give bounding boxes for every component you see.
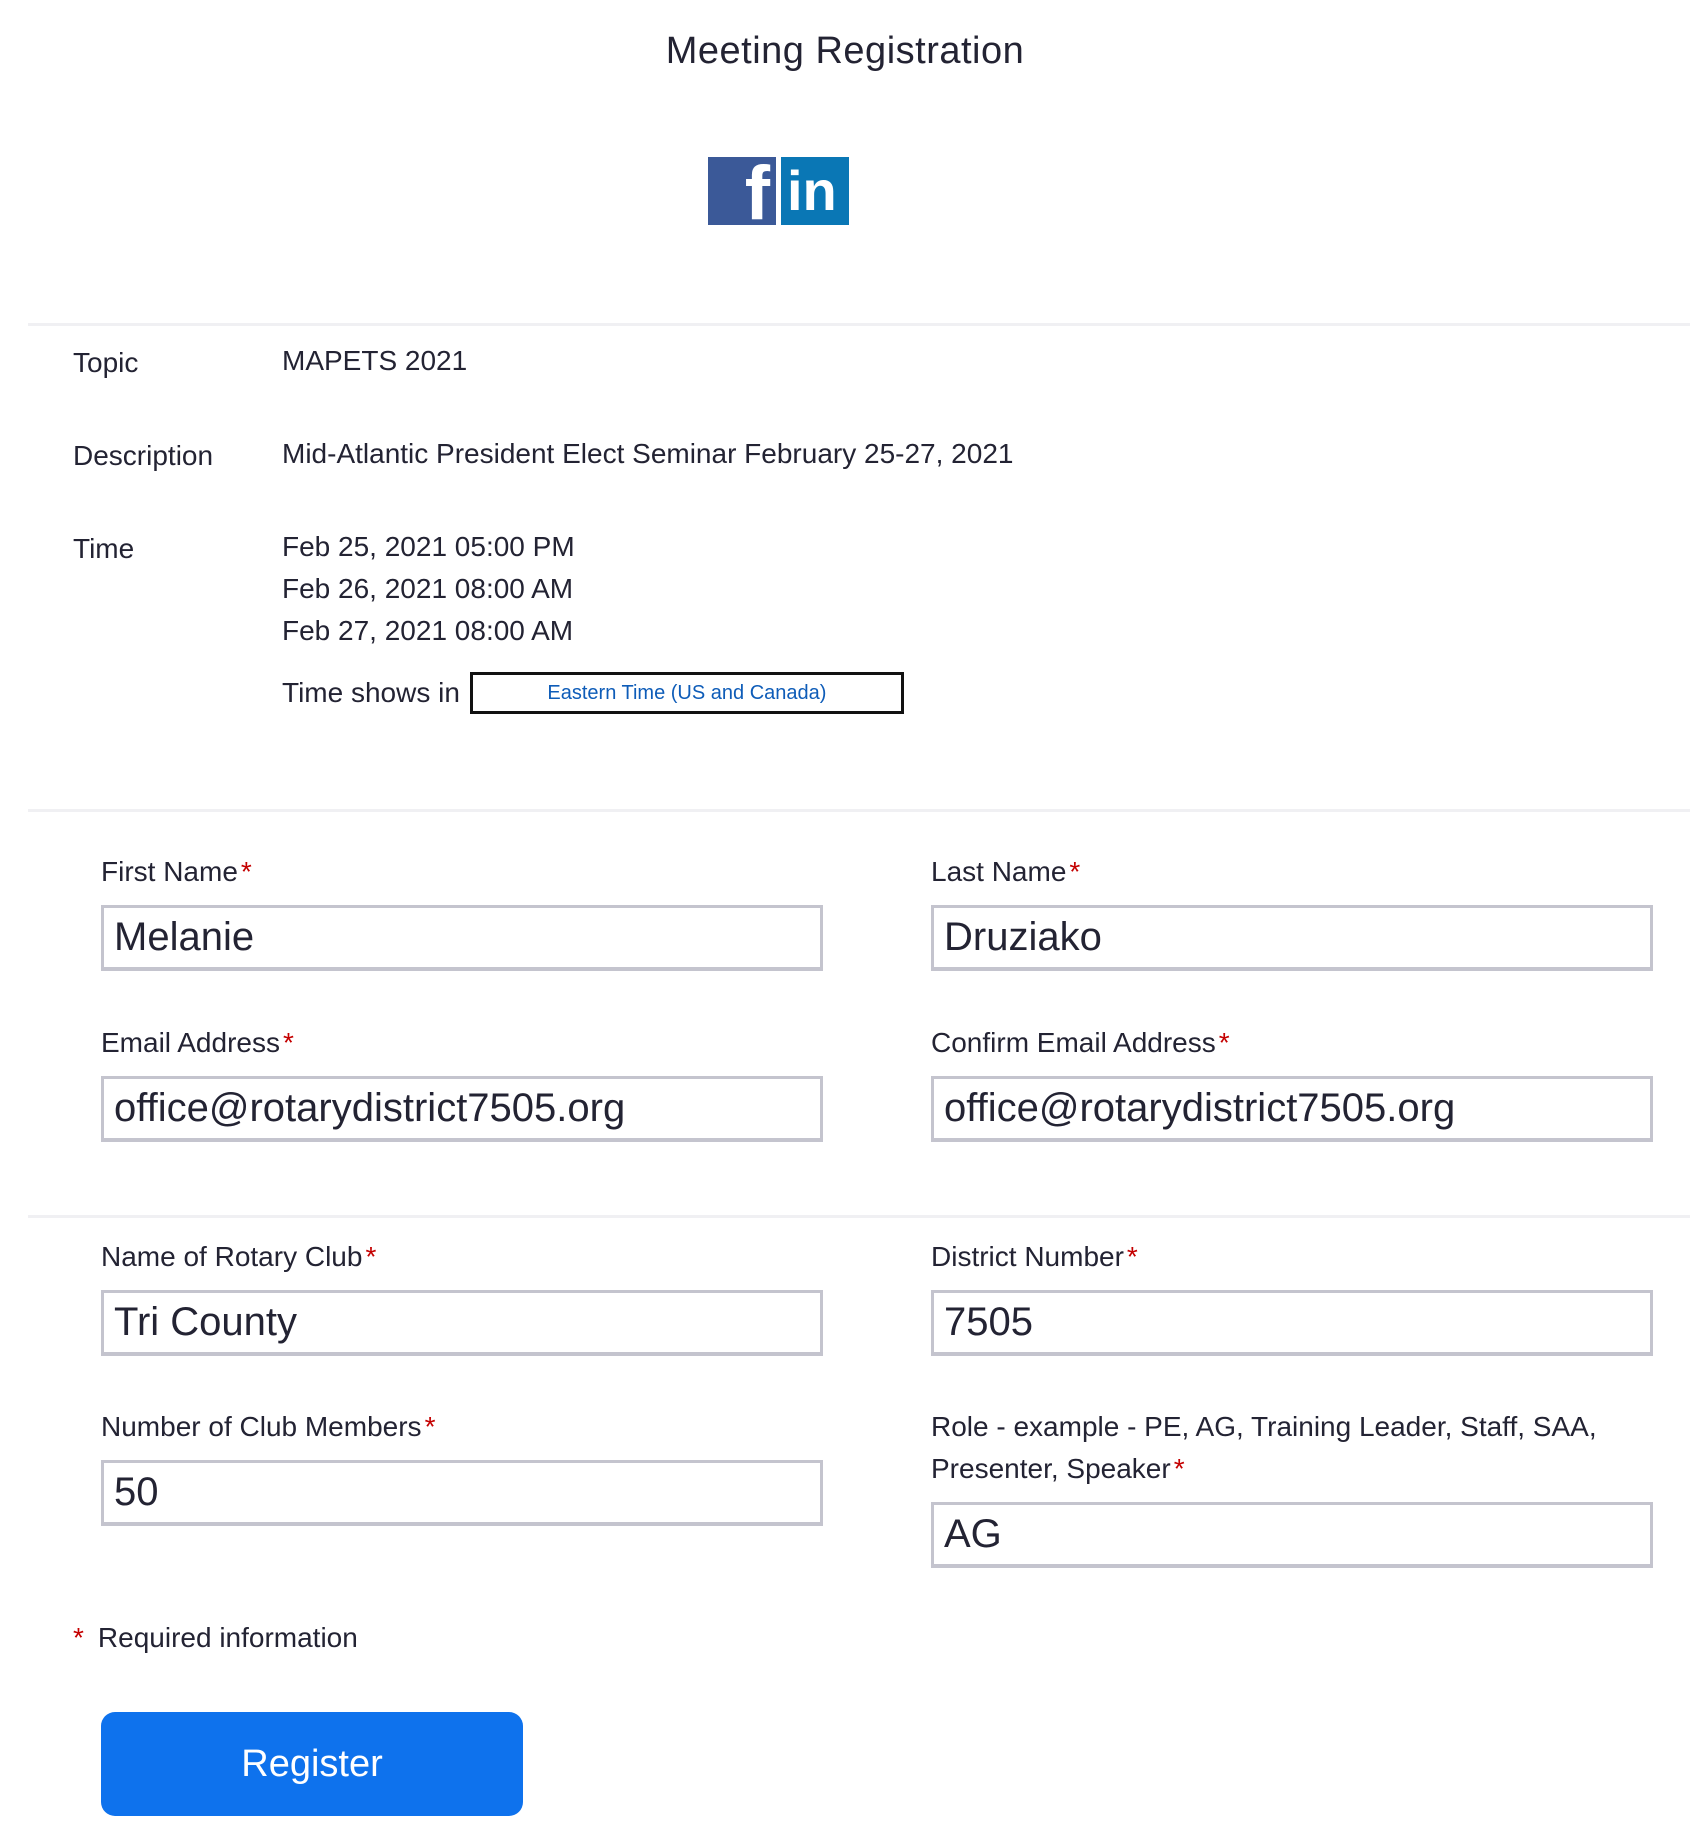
timezone-select[interactable]: Eastern Time (US and Canada) xyxy=(470,672,904,714)
required-note xyxy=(73,1622,358,1654)
facebook-icon[interactable] xyxy=(708,157,776,225)
timezone-prefix: Time shows in xyxy=(282,677,460,708)
district-number-input[interactable] xyxy=(931,1290,1653,1356)
role-input[interactable] xyxy=(931,1502,1653,1568)
linkedin-icon[interactable] xyxy=(781,157,849,225)
required-star: * xyxy=(73,1622,84,1653)
first-name-input[interactable] xyxy=(101,905,823,971)
page-title: Meeting Registration xyxy=(665,30,1025,72)
timezone-row xyxy=(282,672,904,714)
time-label: Time xyxy=(73,533,135,564)
confirm-email-input[interactable] xyxy=(931,1076,1653,1142)
club-name-input[interactable] xyxy=(101,1290,823,1356)
required-star: * xyxy=(240,856,252,887)
topic-value: MAPETS 2021 xyxy=(282,345,468,376)
divider xyxy=(28,1215,1690,1218)
last-name-input[interactable] xyxy=(931,905,1653,971)
required-star: * xyxy=(282,1027,294,1058)
role-label: Role - example - PE, AG, Training Leader, Staff, SAA, Presenter, Speaker * xyxy=(931,1411,1597,1484)
description-label: Description xyxy=(73,440,214,471)
last-name-field-group xyxy=(931,851,1653,971)
email-label: Email Address * xyxy=(101,1027,294,1058)
email-field-group xyxy=(101,1022,823,1142)
time-item: Feb 25, 2021 05:00 PM xyxy=(282,531,575,562)
club-members-label: Number of Club Members * xyxy=(101,1411,436,1442)
email-input[interactable] xyxy=(101,1076,823,1142)
club-members-field-group xyxy=(101,1406,823,1526)
required-star: * xyxy=(424,1411,436,1442)
linkedin-glyph: in xyxy=(787,159,837,222)
district-number-field-group xyxy=(931,1236,1653,1356)
confirm-email-label: Confirm Email Address * xyxy=(931,1027,1230,1058)
role-field-group xyxy=(931,1406,1653,1568)
description-value: Mid-Atlantic President Elect Seminar February 25-27, 2021 xyxy=(282,438,1014,469)
required-star: * xyxy=(1218,1027,1230,1058)
required-star: * xyxy=(1173,1453,1185,1484)
time-item: Feb 27, 2021 08:00 AM xyxy=(282,615,574,646)
divider xyxy=(28,323,1690,326)
facebook-glyph: f xyxy=(744,157,770,225)
required-star: * xyxy=(1069,856,1081,887)
last-name-label: Last Name * xyxy=(931,856,1081,887)
topic-label: Topic xyxy=(73,347,139,378)
club-members-input[interactable] xyxy=(101,1460,823,1526)
district-number-label: District Number * xyxy=(931,1241,1138,1272)
confirm-email-field-group xyxy=(931,1022,1653,1142)
first-name-field-group xyxy=(101,851,823,971)
required-star: * xyxy=(365,1241,377,1272)
required-star: * xyxy=(1126,1241,1138,1272)
required-note-text: Required information xyxy=(97,1622,358,1653)
divider xyxy=(28,809,1690,812)
club-name-field-group xyxy=(101,1236,823,1356)
first-name-label: First Name * xyxy=(101,856,252,887)
club-name-label: Name of Rotary Club * xyxy=(101,1241,377,1272)
time-item: Feb 26, 2021 08:00 AM xyxy=(282,573,574,604)
register-button[interactable]: Register xyxy=(101,1712,523,1816)
time-list xyxy=(282,526,575,652)
social-share-bar xyxy=(708,157,849,225)
